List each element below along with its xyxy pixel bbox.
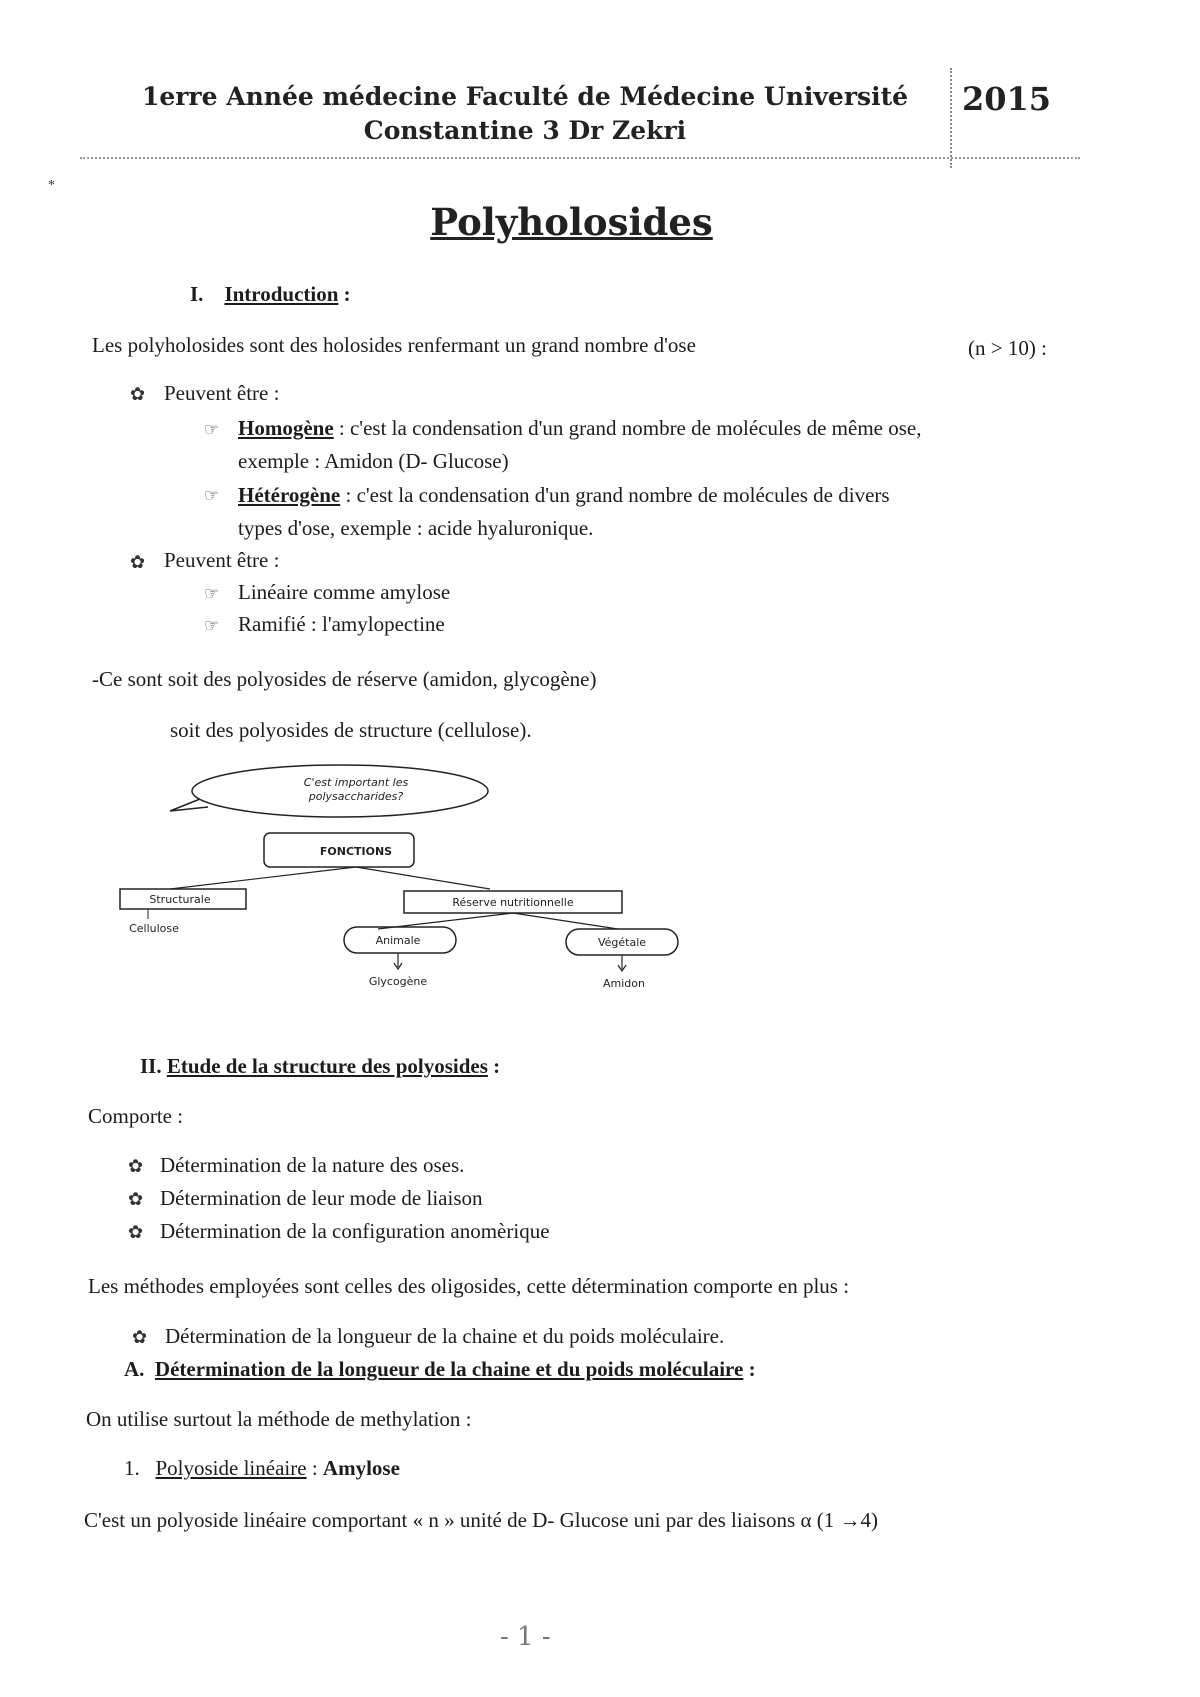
section-2-extra-item: Détermination de la longueur de la chaine et du poids moléculaire. [165,1324,725,1348]
subsection-1-label: Polyoside linéaire [155,1456,307,1480]
comporte-label: Comporte : [88,1104,184,1128]
heterogene-line [238,483,890,508]
flower-bullet-icon: ✿ [128,1222,144,1242]
reserve-label: Réserve nutritionnelle [452,896,574,909]
animale-label: Animale [375,934,421,947]
section-a-colon: : [743,1357,756,1381]
page-number: - 1 - [500,1622,551,1652]
subsection-1-sep: : [306,1456,323,1480]
methylation-text: On utilise surtout la méthode de methylation : [86,1407,472,1431]
subsection-1-heading [124,1456,400,1481]
intro-text: Les polyholosides sont des holosides renfermant un grand nombre d'ose [92,333,696,357]
section-1-colon: : [338,282,351,306]
homogene-text: : c'est la condensation d'un grand nombre de molécules de même ose, [333,416,922,440]
homogene-line [238,416,921,441]
section-1-heading [190,282,351,307]
homogene-label: Homogène [238,416,334,440]
peuvent-etre-1: Peuvent être : [164,381,280,405]
header-rule [80,157,1080,159]
amylose-text: C'est un polyoside linéaire comportant « n » unité de D- Glucose uni par des liaisons α (1 →4) [84,1508,878,1532]
connector-structurale [170,867,356,889]
methods-text: Les méthodes employées sont celles des oligosides, cette détermination comporte en plus : [88,1274,850,1298]
subsection-1-bold: Amylose [322,1456,400,1480]
structure-line: soit des polyosides de structure (cellulose). [170,718,532,742]
functions-diagram-svg [118,755,688,995]
heterogene-example: types d'ose, exemple : acide hyaluronique. [238,516,594,540]
section-2-item-1: Détermination de la nature des oses. [160,1153,465,1177]
section-2-heading [140,1054,500,1079]
section-a-letter: A. [124,1357,145,1381]
glycogene-label: Glycogène [368,975,428,988]
pointing-hand-icon: ☞ [204,420,220,439]
functions-diagram [118,755,688,995]
section-1-number: I. [190,282,204,306]
connector-reserve [356,867,490,889]
fonctions-label: FONCTIONS [319,845,393,858]
stray-mark: * [48,178,55,193]
section-2-number: II. [140,1054,162,1078]
section-2-item-2: Détermination de leur mode de liaison [160,1186,483,1210]
lineaire-item: Linéaire comme amylose [238,580,451,604]
header-title: 1erre Année médecine Faculté de Médecine Université Constantine 3 Dr Zekri [141,82,909,145]
homogene-example: exemple : Amidon (D- Glucose) [238,449,509,473]
peuvent-etre-2: Peuvent être : [164,548,280,572]
connector-vegetale [513,913,618,929]
flower-bullet-icon: ✿ [132,1327,148,1347]
reserve-line: -Ce sont soit des polyosides de réserve (amidon, glycogène) [92,667,597,691]
structurale-label: Structurale [149,893,211,906]
section-a-heading [124,1357,756,1382]
amidon-label: Amidon [603,977,645,990]
section-2-colon: : [487,1054,501,1078]
section-a-title: Détermination de la longueur de la chaine et du poids moléculaire [154,1357,744,1381]
question-line-1: C'est important les [303,776,409,789]
flower-bullet-icon: ✿ [128,1156,144,1176]
heterogene-text: : c'est la condensation d'un grand nombre de molécules de divers [340,483,890,507]
subsection-1-number: 1. [124,1456,140,1480]
question-line-2: polysaccharides? [308,790,404,803]
flower-bullet-icon: ✿ [128,1189,144,1209]
page-title: Polyholosides [430,200,713,244]
ramifie-item: Ramifié : l'amylopectine [238,612,445,636]
section-2-item-3: Détermination de la configuration anomèrique [160,1219,550,1243]
vegetale-label: Végétale [597,936,647,949]
cellulose-label: Cellulose [129,922,179,935]
section-2-title: Etude de la structure des polyosides [166,1054,488,1078]
pointing-hand-icon: ☞ [204,616,220,635]
flower-bullet-icon: ✿ [130,552,146,572]
pointing-hand-icon: ☞ [204,486,220,505]
intro-condition: (n > 10) : [968,336,1047,360]
header-year: 2015 [962,80,1052,118]
section-1-title: Introduction [224,282,339,306]
header-divider [950,68,952,168]
pointing-hand-icon: ☞ [204,584,220,603]
heterogene-label: Hétérogène [238,483,341,507]
flower-bullet-icon: ✿ [130,384,146,404]
